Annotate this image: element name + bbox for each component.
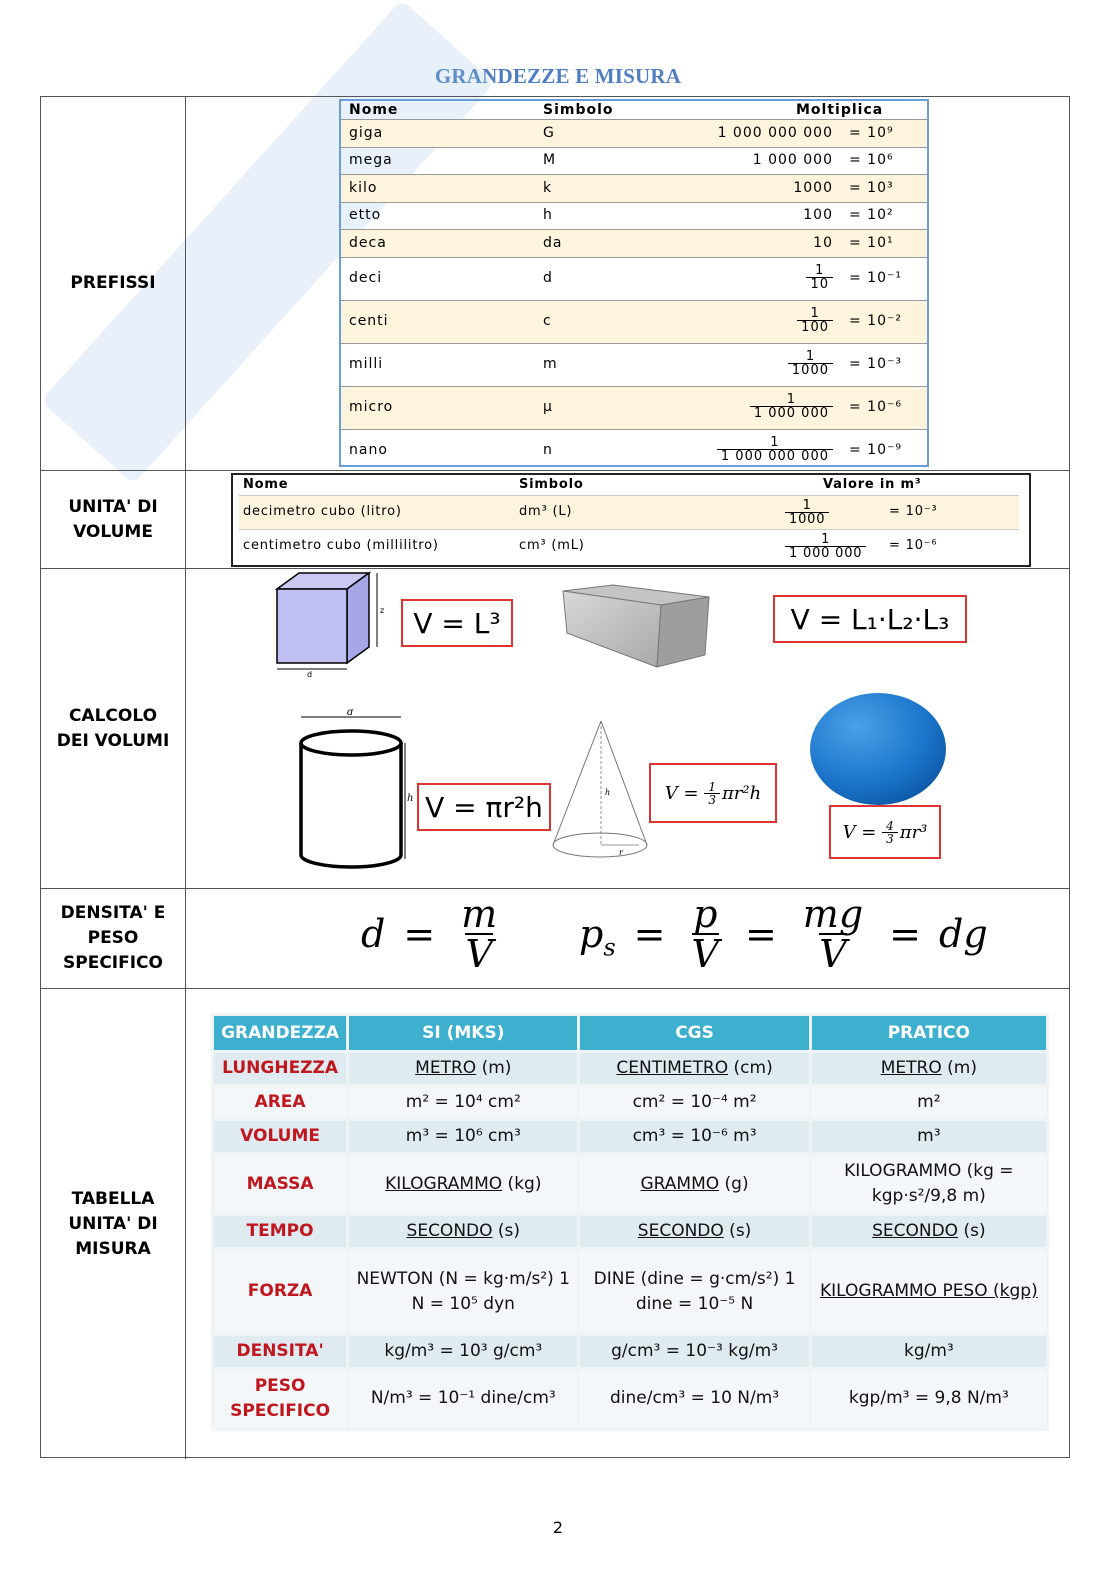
prefix-value: 1 000 000 [752, 152, 833, 169]
volume-fraction-num: 1 [821, 532, 831, 547]
units-pr: m² [812, 1087, 1046, 1118]
units-table [211, 1013, 1049, 1431]
prefix-power: = 10⁻⁹ [849, 442, 902, 458]
cone-label-r: r [619, 848, 623, 857]
prefix-symbol: μ [543, 399, 553, 415]
prefix-fraction [797, 307, 833, 334]
prefix-fraction-den: 1 000 000 000 [717, 449, 833, 463]
units-pr-unit: METRO [880, 1058, 942, 1079]
units-pr: kgp/m³ = 9,8 N/m³ [812, 1370, 1046, 1428]
formula-cone [649, 763, 777, 823]
row-label-tabella: TABELLA UNITA' DI MISURA [41, 989, 186, 1459]
prefix-row [341, 229, 927, 257]
row-label-volume-units: UNITA' DI VOLUME [41, 471, 186, 568]
prefix-table [339, 99, 929, 467]
prefix-symbol: h [543, 207, 553, 224]
density-lhs: d [361, 912, 386, 956]
prefix-fraction-den: 1 000 000 [750, 406, 833, 420]
prefix-power: = 10² [849, 207, 894, 224]
volume-symbol: dm³ (L) [519, 504, 573, 519]
cylinder-top [301, 731, 401, 755]
units-row [214, 1087, 1046, 1118]
prefix-name: milli [349, 356, 384, 372]
units-cgs-unit: CENTIMETRO [616, 1058, 729, 1079]
cylinder-figure [293, 709, 423, 873]
units-row [214, 1121, 1046, 1152]
prefix-value [788, 348, 833, 377]
prefix-name: deca [349, 234, 387, 251]
prefix-row [341, 174, 927, 202]
prefix-fraction-num: 1 [810, 305, 820, 321]
ps-frac1-den: V [691, 932, 719, 976]
units-row [214, 1053, 1046, 1084]
prefix-symbol: m [543, 356, 558, 372]
cube-figure [267, 571, 397, 679]
prefix-row [341, 257, 927, 300]
prefix-row [341, 386, 927, 429]
units-si-unit: KILOGRAMMO [385, 1173, 503, 1194]
units-pr: KILOGRAMMO PESO (kgp) [812, 1250, 1046, 1333]
formula-cube [401, 599, 513, 647]
units-cgs: CENTIMETRO (cm) [580, 1053, 808, 1084]
row-tabella [41, 989, 1069, 1459]
page-title: GRANDEZZE E MISURA [434, 64, 682, 88]
page-number: 2 [552, 1518, 564, 1537]
volume-name: decimetro cubo (litro) [243, 504, 402, 519]
prefix-value: 100 [803, 207, 833, 224]
volume-power: = 10⁻⁶ [889, 538, 938, 553]
units-si: SECONDO (s) [349, 1216, 577, 1247]
prefix-fraction [806, 264, 833, 291]
row-volume-units [41, 471, 1069, 569]
prefix-value: 1 000 000 000 [717, 124, 833, 141]
prefix-power: = 10⁶ [849, 152, 894, 169]
units-pr: SECONDO (s) [812, 1216, 1046, 1247]
prefix-value [750, 391, 833, 420]
volume-name: centimetro cubo (millilitro) [243, 538, 439, 553]
ps-lhs: p [579, 912, 604, 956]
prefix-symbol: G [543, 124, 555, 141]
units-pr: METRO (m) [812, 1053, 1046, 1084]
prefix-name: etto [349, 207, 382, 224]
units-cgs-unit: GRAMMO [640, 1173, 720, 1194]
units-row [214, 1250, 1046, 1333]
density-num: m [461, 892, 498, 936]
cylinder-label-d: d [347, 709, 354, 718]
units-pr: m³ [812, 1121, 1046, 1152]
prefix-header-name: Nome [349, 102, 399, 118]
volume-fraction [785, 499, 829, 526]
prefix-row [341, 300, 927, 343]
cube-label-d: d [307, 670, 313, 679]
row-label-densita: DENSITA' E PESO SPECIFICO [41, 889, 186, 988]
row-calc-volumi [41, 569, 1069, 889]
formula-cone-text: V = $\frac{1}{3}$ πr²h [664, 779, 762, 807]
ps-sub: s [603, 933, 616, 962]
sphere-ball [810, 693, 946, 805]
prefix-power: = 10⁻² [849, 313, 902, 329]
cone-sides [553, 721, 647, 845]
units-quantity: AREA [214, 1087, 346, 1118]
volume-fraction-den: 1 000 000 [785, 546, 866, 560]
volume-value [785, 498, 829, 526]
units-pr: KILOGRAMMO (kg = kgp·s²/9,8 m) [812, 1155, 1046, 1213]
prefix-name: kilo [349, 179, 378, 196]
row-densita [41, 889, 1069, 989]
units-pr-unit: SECONDO [872, 1221, 959, 1242]
units-quantity: LUNGHEZZA [214, 1053, 346, 1084]
volume-power: = 10⁻³ [889, 504, 938, 519]
prefix-row [341, 119, 927, 147]
cylinder-label-h: h [407, 793, 414, 804]
prefix-symbol: c [543, 313, 552, 329]
formula-sphere [829, 805, 941, 859]
prefix-row [341, 429, 927, 472]
units-si: N/m³ = 10⁻¹ dine/cm³ [349, 1370, 577, 1428]
prefix-name: mega [349, 152, 393, 169]
units-table-header [214, 1016, 1046, 1050]
volume-header-symbol: Simbolo [519, 477, 584, 492]
prefix-symbol: M [543, 152, 557, 169]
units-si: KILOGRAMMO (kg) [349, 1155, 577, 1213]
formula-cylinder [417, 783, 551, 831]
units-row [214, 1216, 1046, 1247]
prefix-fraction-den: 1000 [788, 363, 833, 377]
units-row [214, 1370, 1046, 1428]
ps-result: dg [939, 912, 988, 956]
prefix-power: = 10⁹ [849, 124, 894, 141]
cone-label-h: h [605, 788, 611, 797]
formula-cube-text: V = L³ [413, 606, 501, 640]
units-header-si: SI (MKS) [349, 1016, 577, 1050]
volume-header-value: Valore in m³ [823, 477, 922, 492]
formula-cylinder-text: V = πr²h [425, 790, 543, 824]
prefix-power: = 10⁻⁶ [849, 399, 902, 415]
formula-box-text: V = L₁·L₂·L₃ [790, 602, 950, 636]
units-quantity: VOLUME [214, 1121, 346, 1152]
prefix-header-symbol: Simbolo [543, 102, 614, 118]
units-quantity: DENSITA' [214, 1336, 346, 1367]
units-si: METRO (m) [349, 1053, 577, 1084]
row-label-prefissi: PREFISSI [41, 97, 186, 470]
cube-front [277, 589, 347, 663]
units-row [214, 1155, 1046, 1213]
volume-row [239, 529, 1019, 563]
main-table [40, 96, 1070, 1458]
prefix-symbol: k [543, 179, 553, 196]
prefix-fraction [788, 350, 833, 377]
volume-row [239, 495, 1019, 529]
prefix-row [341, 147, 927, 175]
units-quantity: FORZA [214, 1250, 346, 1333]
cylinder-body [301, 743, 401, 867]
prefix-row [341, 343, 927, 386]
units-cgs-unit: SECONDO [637, 1221, 724, 1242]
prefix-power: = 10⁻³ [849, 356, 902, 372]
volume-symbol: cm³ (mL) [519, 538, 585, 553]
prefix-value [806, 262, 833, 291]
units-cgs: GRAMMO (g) [580, 1155, 808, 1213]
prefix-value [717, 434, 833, 463]
volume-fraction-num: 1 [802, 498, 812, 513]
units-header-cgs: CGS [580, 1016, 808, 1050]
prefix-fraction-den: 100 [797, 320, 833, 334]
units-quantity: PESO SPECIFICO [214, 1370, 346, 1428]
units-pr: kg/m³ [812, 1336, 1046, 1367]
units-quantity: MASSA [214, 1155, 346, 1213]
prefix-power: = 10¹ [849, 234, 894, 251]
cube-side [347, 573, 369, 663]
prefix-name: centi [349, 313, 389, 329]
prefix-name: deci [349, 270, 383, 286]
units-cgs: SECONDO (s) [580, 1216, 808, 1247]
row-label-calc-volumi: CALCOLO DEI VOLUMI [41, 569, 186, 888]
row-prefissi [41, 97, 1069, 471]
prefix-header-multiply: Moltiplica [796, 102, 884, 118]
prefix-name: micro [349, 399, 394, 415]
prefix-value: 1000 [793, 179, 833, 196]
prefix-fraction [717, 436, 833, 463]
units-si: kg/m³ = 10³ g/cm³ [349, 1336, 577, 1367]
volume-fraction [785, 533, 866, 560]
units-cgs: g/cm³ = 10⁻³ kg/m³ [580, 1336, 808, 1367]
ps-frac2-num: mg [802, 892, 864, 936]
prefix-value: 10 [813, 234, 833, 251]
units-si-unit: METRO [415, 1058, 477, 1079]
prefix-fraction-num: 1 [770, 434, 780, 450]
prefix-fraction-den: 10 [806, 277, 833, 291]
units-si: m³ = 10⁶ cm³ [349, 1121, 577, 1152]
units-si-unit: SECONDO [406, 1221, 493, 1242]
formula-box [773, 595, 967, 643]
volume-table-header [233, 475, 1029, 495]
units-quantity: TEMPO [214, 1216, 346, 1247]
sphere-figure [805, 691, 951, 813]
prefix-symbol: d [543, 270, 553, 286]
units-header-quantity: GRANDEZZA [214, 1016, 346, 1050]
prefix-symbol: da [543, 234, 563, 251]
prefix-value [797, 305, 833, 334]
prefix-fraction-num: 1 [805, 348, 816, 364]
specific-weight-formula: $p_s$ = $\frac{p}{V}$ = $\frac{mg}{V}$ = dg [579, 892, 988, 976]
volume-header-name: Nome [243, 477, 289, 492]
box-figure [557, 583, 717, 673]
prefix-power: = 10⁻¹ [849, 270, 902, 286]
ps-frac1-num: p [693, 892, 718, 936]
prefix-power: = 10³ [849, 179, 894, 196]
prefix-fraction-num: 1 [786, 391, 797, 407]
prefix-name: nano [349, 442, 388, 458]
units-cgs: dine/cm³ = 10 N/m³ [580, 1370, 808, 1428]
prefix-name: giga [349, 124, 384, 141]
box-side [657, 597, 709, 667]
volume-table [231, 473, 1031, 567]
formula-sphere-text: V = $\frac{4}{3}$ πr³ [842, 818, 928, 846]
units-row [214, 1336, 1046, 1367]
units-si: m² = 10⁴ cm² [349, 1087, 577, 1118]
units-cgs: cm² = 10⁻⁴ m² [580, 1087, 808, 1118]
volume-fraction-den: 1000 [785, 512, 829, 526]
box-front [563, 591, 661, 667]
density-formula: d = $\frac{m}{V}$ [361, 892, 498, 976]
prefix-symbol: n [543, 442, 553, 458]
units-header-pratico: PRATICO [812, 1016, 1046, 1050]
volume-value [785, 532, 866, 560]
cube-label-z: z [380, 606, 385, 615]
prefix-table-header [341, 101, 927, 119]
prefix-row [341, 202, 927, 230]
units-cgs: DINE (dine = g·cm/s²) 1 dine = 10⁻⁵ N [580, 1250, 808, 1333]
units-si: NEWTON (N = kg·m/s²) 1 N = 10⁵ dyn [349, 1250, 577, 1333]
units-cgs: cm³ = 10⁻⁶ m³ [580, 1121, 808, 1152]
prefix-fraction [750, 393, 833, 420]
density-den: V [465, 932, 493, 976]
prefix-fraction-num: 1 [815, 262, 825, 278]
ps-frac2-den: V [819, 932, 847, 976]
cone-figure [547, 719, 651, 863]
